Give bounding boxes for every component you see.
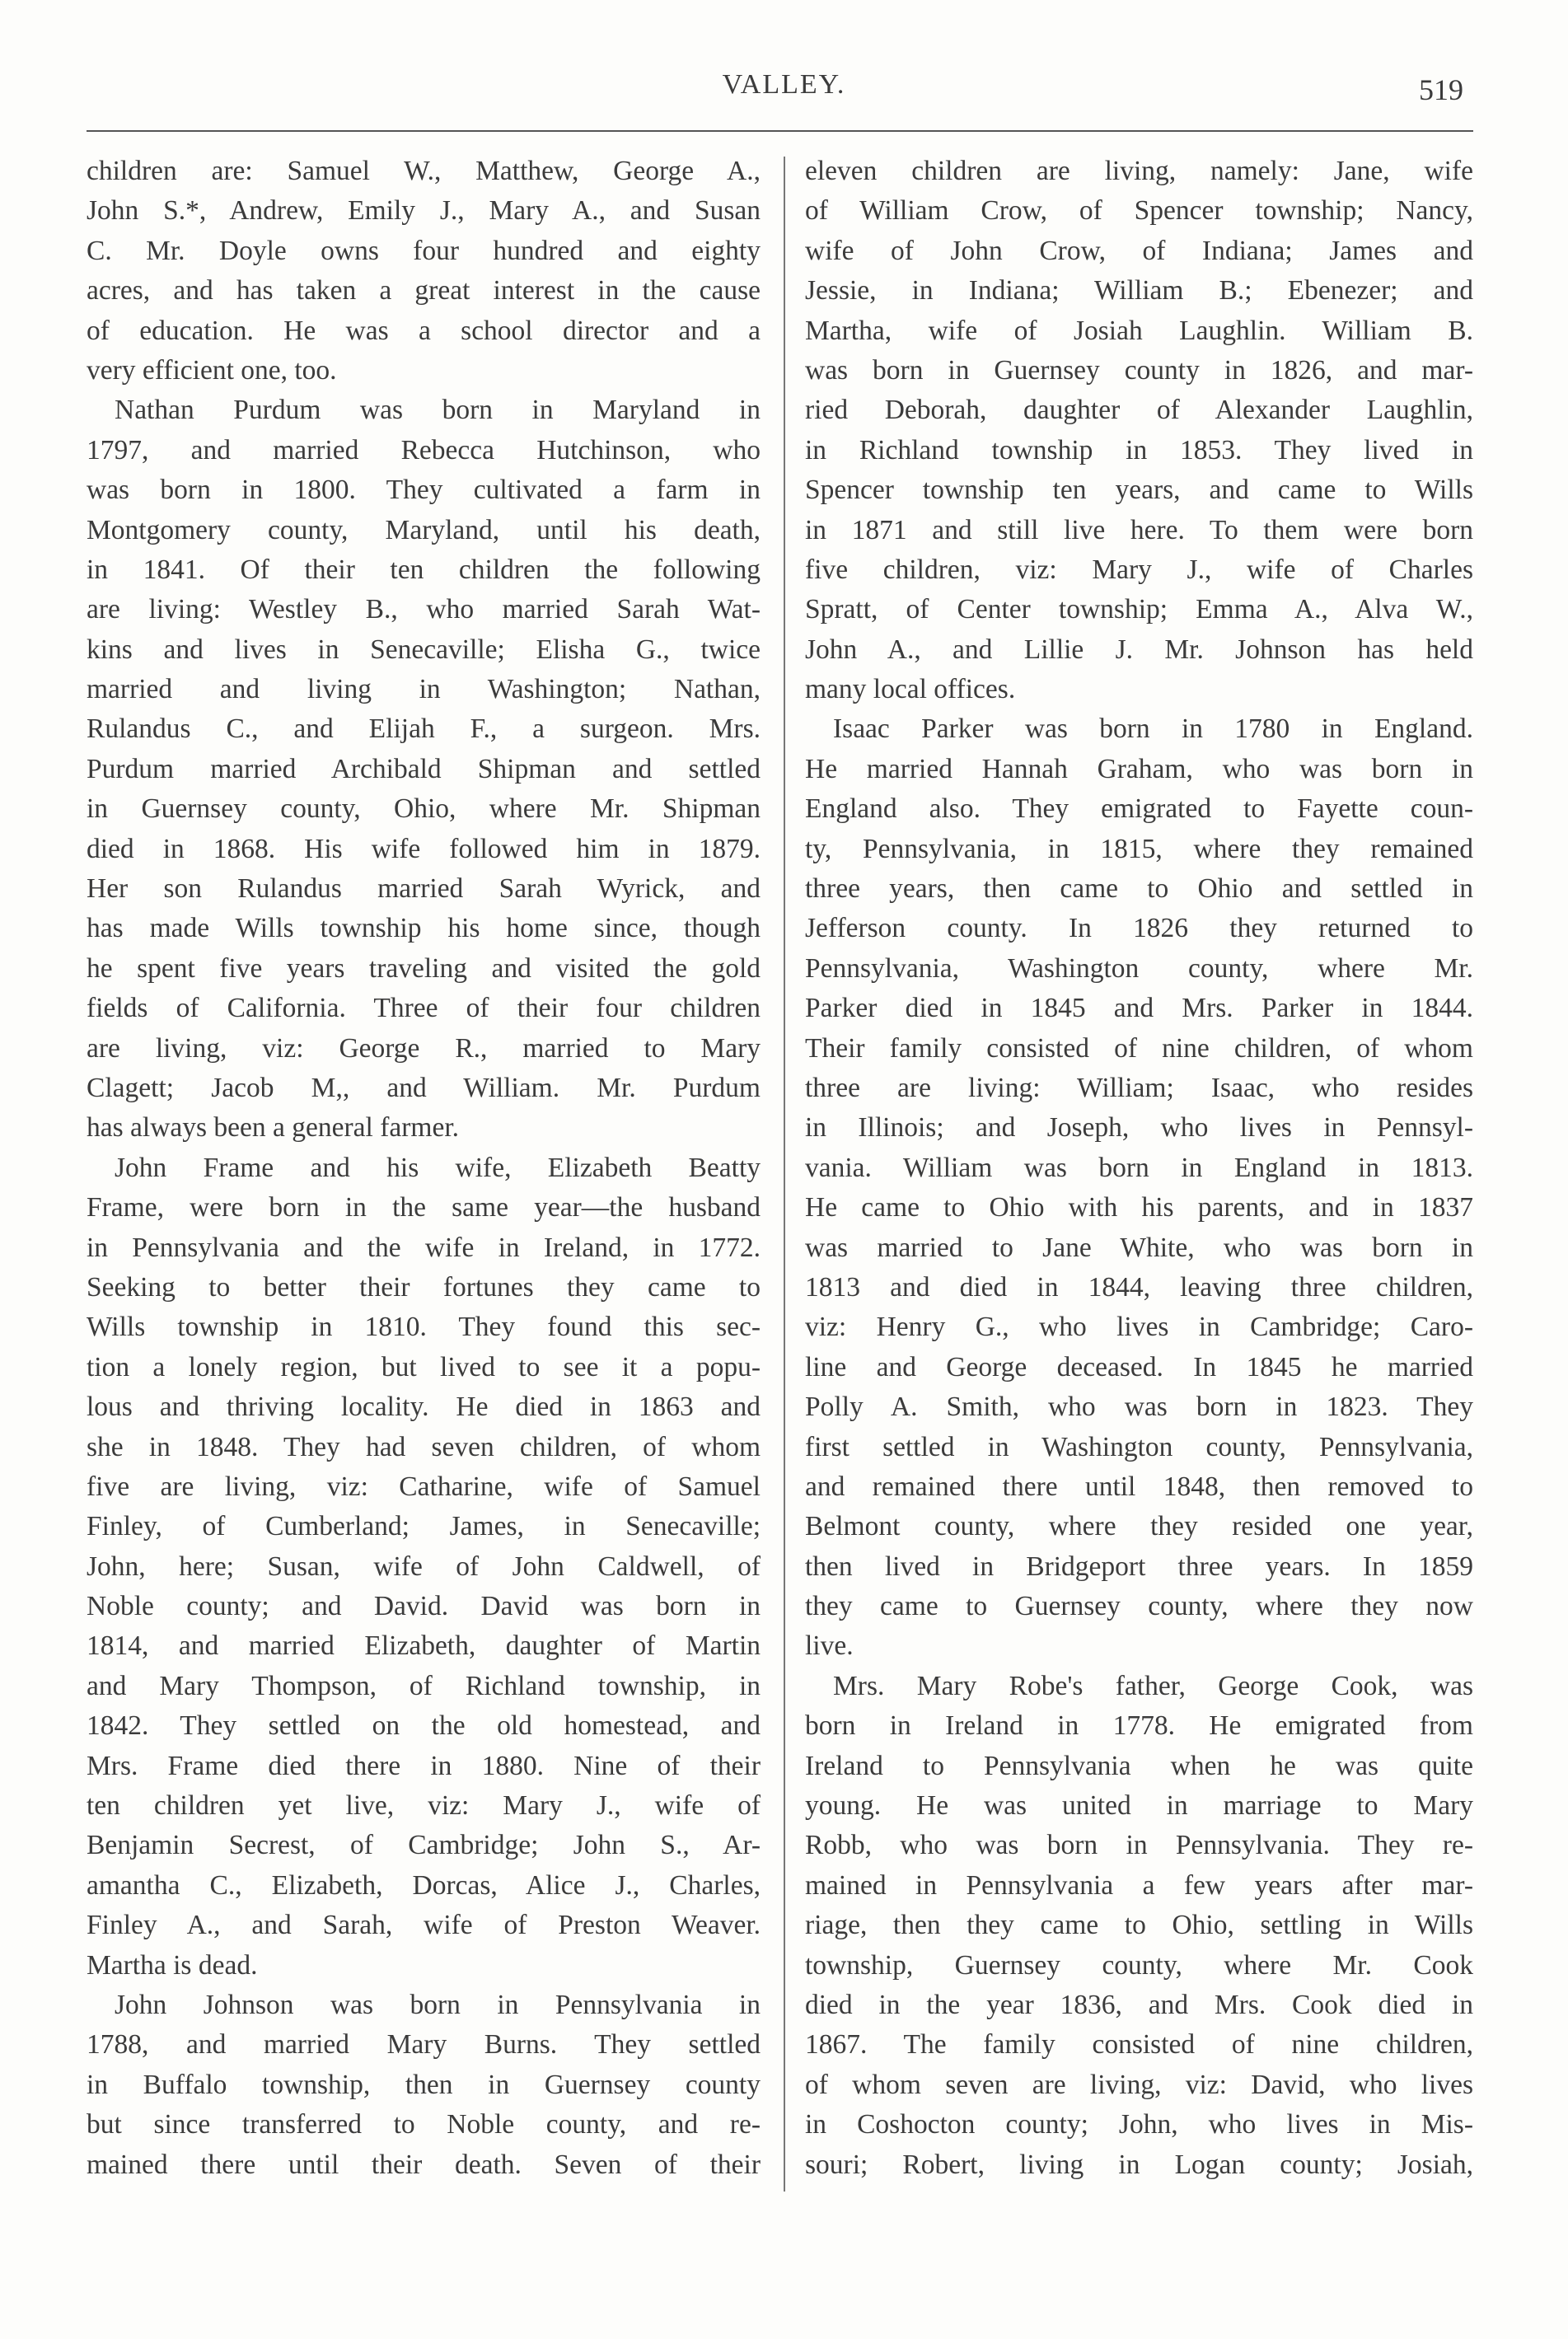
- text-line: he spent five years traveling and visited the gold: [87, 952, 761, 984]
- text-line: eleven children are living, namely: Jane, wife: [805, 156, 1473, 186]
- text-line: He married Hannah Graham, who was born in: [805, 753, 1473, 784]
- header-rule: [87, 130, 1473, 132]
- text-line: Martha is dead.: [87, 1949, 258, 1981]
- text-line: lous and thriving locality. He died in 1863 and: [87, 1392, 761, 1423]
- text-line: Spencer township ten years, and came to Wills: [805, 475, 1473, 506]
- text-line: ten children yet live, viz: Mary J., wife of: [87, 1790, 761, 1822]
- text-line: Pennsylvania, Washington county, where Mr.: [805, 952, 1473, 984]
- text-line: 1813 and died in 1844, leaving three children,: [805, 1271, 1473, 1303]
- text-line: and remained there until 1848, then removed to: [805, 1471, 1473, 1502]
- text-line: many local offices.: [805, 674, 1016, 705]
- text-line: has made Wills township his home since, though: [87, 913, 761, 944]
- text-line: He came to Ohio with his parents, and in 1837: [805, 1192, 1473, 1223]
- text-line: young. He was united in marriage to Mary: [805, 1790, 1473, 1822]
- text-line: Montgomery county, Maryland, until his death,: [87, 514, 761, 545]
- text-line: Ireland to Pennsylvania when he was quite: [805, 1750, 1473, 1781]
- text-line: of William Crow, of Spencer township; Nancy,: [805, 195, 1473, 227]
- text-line: then lived in Bridgeport three years. In 1859: [805, 1551, 1473, 1582]
- right-column: [805, 152, 1473, 2185]
- text-line: vania. William was born in England in 1813.: [805, 1152, 1473, 1183]
- text-line: are living: Westley B., who married Sarah Wat-: [87, 594, 761, 625]
- text-line: Mrs. Mary Robe's father, George Cook, was: [833, 1670, 1473, 1701]
- text-line: Mrs. Frame died there in 1880. Nine of their: [87, 1750, 761, 1781]
- text-line: died in 1868. His wife followed him in 1879.: [87, 833, 761, 864]
- text-line: viz: Henry G., who lives in Cambridge; Caro-: [805, 1312, 1473, 1343]
- text-line: 1842. They settled on the old homestead, and: [87, 1710, 761, 1742]
- text-line: 1814, and married Elizabeth, daughter of Martin: [87, 1630, 761, 1662]
- text-line: Wills township in 1810. They found this sec-: [87, 1312, 761, 1343]
- text-line: was born in Guernsey county in 1826, and mar-: [805, 354, 1473, 386]
- text-line: Martha, wife of Josiah Laughlin. William B.: [805, 315, 1473, 346]
- text-line: Rulandus C., and Elijah F., a surgeon. Mrs.: [87, 713, 761, 745]
- text-line: wife of John Crow, of Indiana; James and: [805, 235, 1473, 266]
- text-line: Her son Rulandus married Sarah Wyrick, and: [87, 873, 761, 905]
- text-line: five children, viz: Mary J., wife of Charles: [805, 554, 1473, 585]
- text-line: Their family consisted of nine children, of whom: [805, 1032, 1473, 1064]
- column-divider: [784, 157, 785, 2192]
- text-line: John Frame and his wife, Elizabeth Beatty: [115, 1152, 761, 1183]
- text-line: riage, then they came to Ohio, settling in Wills: [805, 1910, 1473, 1941]
- page-number: 519: [1419, 73, 1463, 106]
- text-line: England also. They emigrated to Fayette coun-: [805, 793, 1473, 825]
- text-line: line and George deceased. In 1845 he married: [805, 1351, 1473, 1382]
- text-line: Polly A. Smith, who was born in 1823. They: [805, 1392, 1473, 1423]
- text-line: they came to Guernsey county, where they now: [805, 1591, 1473, 1622]
- text-line: souri; Robert, living in Logan county; Josiah,: [805, 2149, 1473, 2180]
- text-line: was married to Jane White, who was born in: [805, 1232, 1473, 1263]
- text-line: are living, viz: George R., married to Mary: [87, 1032, 761, 1064]
- text-line: amantha C., Elizabeth, Dorcas, Alice J., Charles,: [87, 1869, 761, 1901]
- text-line: acres, and has taken a great interest in the cause: [87, 275, 761, 306]
- text-line: of whom seven are living, viz: David, who lives: [805, 2069, 1473, 2100]
- text-line: ried Deborah, daughter of Alexander Laughlin,: [805, 395, 1473, 426]
- text-line: Isaac Parker was born in 1780 in England.: [833, 713, 1473, 745]
- text-line: John S.*, Andrew, Emily J., Mary A., and Susan: [87, 195, 761, 227]
- text-line: children are: Samuel W., Matthew, George A.,: [87, 156, 761, 186]
- text-line: John Johnson was born in Pennsylvania in: [115, 1989, 761, 2020]
- text-line: 1788, and married Mary Burns. They settled: [87, 2029, 761, 2061]
- text-line: died in the year 1836, and Mrs. Cook died in: [805, 1989, 1473, 2020]
- text-line: Nathan Purdum was born in Maryland in: [115, 395, 761, 426]
- text-line: Frame, were born in the same year—the husband: [87, 1192, 761, 1223]
- text-line: kins and lives in Senecaville; Elisha G., twice: [87, 634, 761, 665]
- text-line: in Buffalo township, then in Guernsey county: [87, 2069, 761, 2100]
- text-line: Noble county; and David. David was born in: [87, 1591, 761, 1622]
- text-line: Jefferson county. In 1826 they returned to: [805, 913, 1473, 944]
- text-line: in Coshocton county; John, who lives in Mis-: [805, 2109, 1473, 2140]
- text-line: born in Ireland in 1778. He emigrated from: [805, 1710, 1473, 1742]
- text-line: she in 1848. They had seven children, of whom: [87, 1431, 761, 1462]
- text-line: in Illinois; and Joseph, who lives in Pennsyl-: [805, 1112, 1473, 1144]
- text-line: C. Mr. Doyle owns four hundred and eighty: [87, 235, 761, 266]
- text-line: Robb, who was born in Pennsylvania. They re-: [805, 1830, 1473, 1861]
- text-line: in 1841. Of their ten children the following: [87, 554, 761, 585]
- text-line: and Mary Thompson, of Richland township, in: [87, 1670, 761, 1701]
- text-line: Benjamin Secrest, of Cambridge; John S., Ar-: [87, 1830, 761, 1861]
- text-line: Finley, of Cumberland; James, in Senecaville;: [87, 1511, 761, 1542]
- text-line: three years, then came to Ohio and settled in: [805, 873, 1473, 905]
- text-line: Jessie, in Indiana; William B.; Ebenezer; and: [805, 275, 1473, 306]
- text-line: first settled in Washington county, Pennsylvania,: [805, 1431, 1473, 1462]
- text-line: in 1871 and still live here. To them were born: [805, 514, 1473, 545]
- text-line: Parker died in 1845 and Mrs. Parker in 1844.: [805, 993, 1473, 1024]
- text-line: in Guernsey county, Ohio, where Mr. Shipman: [87, 793, 761, 825]
- text-line: was born in 1800. They cultivated a farm in: [87, 475, 761, 506]
- text-line: five are living, viz: Catharine, wife of Samuel: [87, 1471, 761, 1502]
- text-line: but since transferred to Noble county, and re-: [87, 2109, 761, 2140]
- text-line: ty, Pennsylvania, in 1815, where they remained: [805, 833, 1473, 864]
- text-line: Clagett; Jacob M,, and William. Mr. Purdum: [87, 1072, 761, 1103]
- text-line: of education. He was a school director and a: [87, 315, 761, 346]
- running-head: VALLEY.: [722, 69, 846, 100]
- text-line: John, here; Susan, wife of John Caldwell, of: [87, 1551, 761, 1582]
- text-line: John A., and Lillie J. Mr. Johnson has held: [805, 634, 1473, 665]
- text-line: Seeking to better their fortunes they came to: [87, 1271, 761, 1303]
- text-line: 1867. The family consisted of nine children,: [805, 2029, 1473, 2061]
- text-line: married and living in Washington; Nathan,: [87, 674, 761, 705]
- text-line: live.: [805, 1630, 854, 1662]
- text-line: mained there until their death. Seven of their: [87, 2149, 761, 2180]
- text-line: fields of California. Three of their four children: [87, 993, 761, 1024]
- text-line: 1797, and married Rebecca Hutchinson, who: [87, 434, 761, 465]
- text-line: township, Guernsey county, where Mr. Cook: [805, 1949, 1473, 1981]
- text-line: three are living: William; Isaac, who resides: [805, 1072, 1473, 1103]
- left-column: [87, 152, 761, 2185]
- text-line: Purdum married Archibald Shipman and settled: [87, 753, 761, 784]
- text-line: in Richland township in 1853. They lived in: [805, 434, 1473, 465]
- text-line: mained in Pennsylvania a few years after mar-: [805, 1869, 1473, 1901]
- text-line: in Pennsylvania and the wife in Ireland, in 1772.: [87, 1232, 761, 1263]
- text-line: tion a lonely region, but lived to see it a popu-: [87, 1351, 761, 1382]
- text-line: Belmont county, where they resided one year,: [805, 1511, 1473, 1542]
- text-line: has always been a general farmer.: [87, 1112, 460, 1144]
- text-line: very efficient one, too.: [87, 354, 337, 386]
- text-line: Finley A., and Sarah, wife of Preston Weaver.: [87, 1910, 761, 1941]
- text-line: Spratt, of Center township; Emma A., Alva W.,: [805, 594, 1473, 625]
